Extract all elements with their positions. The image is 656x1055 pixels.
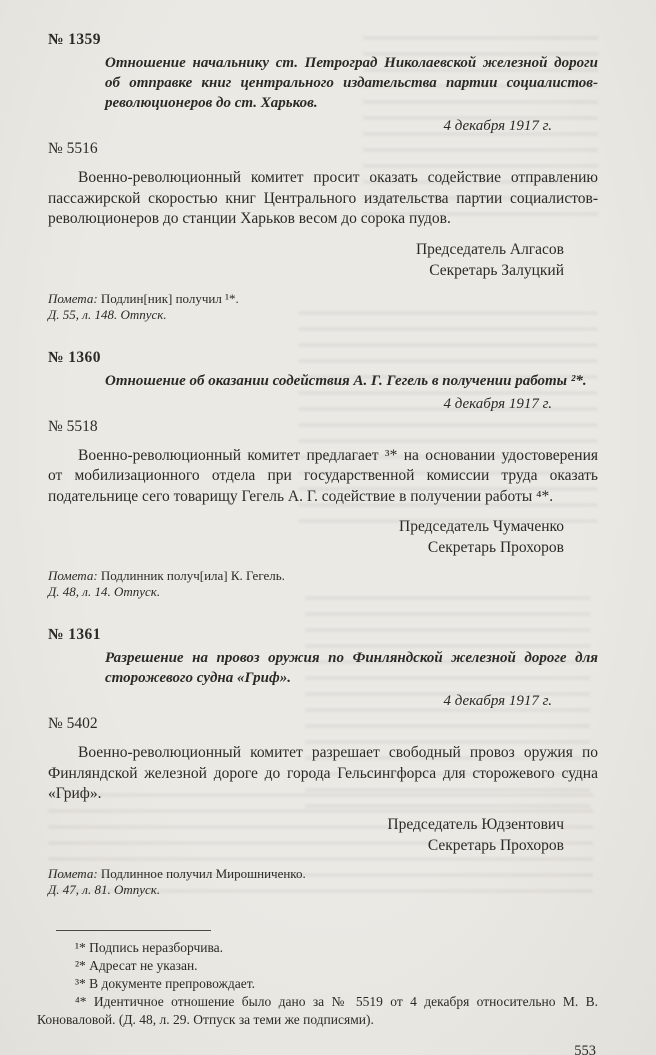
entry-date: 4 декабря 1917 г.	[443, 395, 552, 412]
pometa-label: Помета:	[48, 290, 98, 306]
document-entry-1359	[48, 30, 598, 323]
pometa-label: Помета:	[48, 568, 98, 583]
pometa-line	[48, 866, 598, 882]
footnote: ²* Адресат не указан.	[75, 957, 198, 973]
pometa-label: Помета:	[48, 865, 98, 881]
entry-body: Военно-революционный комитет предлагает ³* на основании удостоверения от мобилизационного отдела при государственной комиссии труда оказать подательнице сего товарищу Гегель А. Г. содействие в получении работы ⁴*.	[48, 446, 598, 505]
pometa-line	[48, 568, 598, 584]
signature-line-secretary: Секретарь Залуцкий	[429, 261, 564, 279]
signature-line-secretary: Секретарь Прохоров	[427, 539, 564, 556]
footnote: ³* В документе препровождает.	[75, 975, 255, 991]
entry-body: Военно-революционный комитет разрешает свободный провоз оружия по Финляндской железной дороге до города Гельсингфорса для сторожевого судна «Гриф».	[48, 744, 598, 802]
entry-body: Военно-революционный комитет просит оказать содействие отправлению пассажирской скоростью книг Центрального издательства партии социалистов-революционеров до станции Харьков весом до сорока пудов.	[48, 169, 598, 227]
signature-block	[48, 516, 598, 558]
entry-doc-number: № 5516	[48, 140, 98, 157]
signature-line-chairman: Председатель Чумаченко	[399, 518, 564, 535]
signature-line-chairman: Председатель Юдзентович	[387, 815, 564, 833]
entry-title: Разрешение на провоз оружия по Финляндской железной дороге для сторожевого судна «Гриф».	[105, 650, 598, 686]
entry-date: 4 декабря 1917 г.	[443, 118, 552, 134]
page-number: 553	[574, 1042, 596, 1055]
page-content	[37, 30, 598, 1055]
document-entry-1361	[48, 625, 598, 898]
entry-number: № 1361	[48, 626, 101, 643]
pometa-text: Подлинное получил Мирошниченко.	[100, 865, 306, 881]
archive-reference: Д. 48, л. 14. Отпуск.	[48, 584, 161, 599]
entry-doc-number: № 5518	[48, 417, 98, 435]
pometa-line	[48, 291, 598, 307]
archive-reference: Д. 55, л. 148. Отпуск.	[48, 306, 167, 322]
footnote-separator-rule	[56, 930, 211, 931]
entry-title: Отношение об оказании содействия А. Г. Гегель в получении работы ²*.	[105, 372, 587, 389]
signature-line-secretary: Секретарь Прохоров	[427, 836, 564, 854]
entry-date: 4 декабря 1917 г.	[443, 693, 552, 709]
entry-number: № 1360	[48, 348, 101, 366]
archive-reference: Д. 47, л. 81. Отпуск.	[48, 881, 161, 897]
pometa-text: Подлинник получ[ила] К. Гегель.	[100, 568, 285, 583]
signature-block	[48, 239, 598, 281]
entry-number: № 1359	[48, 31, 101, 48]
footnotes-block	[37, 939, 598, 1029]
pometa-text: Подлин[ник] получил ¹*.	[100, 290, 239, 306]
entry-doc-number: № 5402	[48, 715, 98, 732]
entry-title: Отношение начальнику ст. Петроград Николаевской железной дороги об отправке книг центрального издательства партии социалистов-революционеров до ст. Харьков.	[105, 55, 598, 111]
document-entry-1360	[48, 348, 598, 601]
signature-block	[48, 814, 598, 856]
signature-line-chairman: Председатель Алгасов	[415, 240, 564, 258]
footnote: ¹* Подпись неразборчива.	[75, 939, 224, 955]
footnote: ⁴* Идентичное отношение было дано за № 5519 от 4 декабря относительно М. В. Коноваловой. (Д. 48, л. 29. Отпуск за теми же подписями).	[37, 993, 598, 1027]
